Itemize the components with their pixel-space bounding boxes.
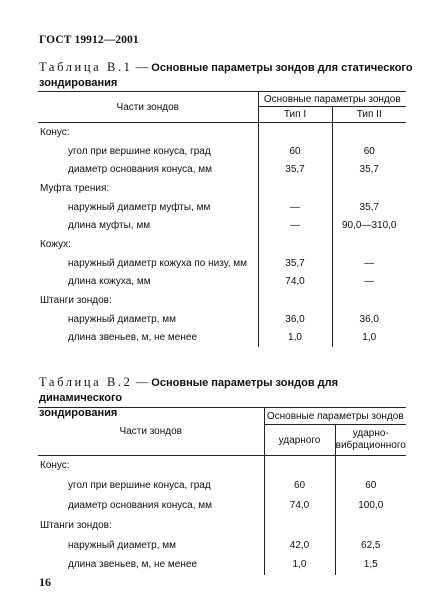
cell-vibro xyxy=(335,456,406,476)
row-label: угол при вершине конуса, град xyxy=(68,480,211,492)
row-label: Конус: xyxy=(40,460,70,472)
row-label: диаметр основания конуса, мм xyxy=(68,499,213,511)
row-label: длина звеньев, м, не менее xyxy=(68,559,198,571)
table2-title: Основные параметры зондов для динамического xyxy=(39,377,339,404)
row-label: наружный диаметр, мм xyxy=(68,313,176,325)
cell-type1 xyxy=(258,179,332,198)
cell-type2 xyxy=(332,235,406,254)
table1-dash: — xyxy=(132,60,152,74)
table-row xyxy=(38,555,406,575)
table2-label: Таблица В.2 xyxy=(39,375,133,389)
table1-col-type1: Тип I xyxy=(258,107,332,123)
table1-col-group: Основные параметры зондов xyxy=(258,92,406,107)
table-row xyxy=(38,496,406,516)
cell-impact: 1,0 xyxy=(264,555,335,575)
table-row xyxy=(38,254,406,273)
cell-type2: 35,7 xyxy=(332,198,406,217)
cell-type2 xyxy=(332,179,406,198)
table2-col-vibro-line2: вибрационного xyxy=(335,440,406,451)
cell-type2 xyxy=(332,291,406,310)
cell-type2: 35,7 xyxy=(332,160,406,179)
page-number: 16 xyxy=(39,575,51,589)
row-label: Штанги зондов: xyxy=(40,519,112,531)
table-row xyxy=(38,515,406,535)
row-label: длина кожуха, мм xyxy=(68,276,151,288)
table-row xyxy=(38,198,406,217)
row-label: Конус: xyxy=(40,126,70,138)
table-row xyxy=(38,456,406,476)
cell-impact xyxy=(264,515,335,535)
table2-col-impact: ударного xyxy=(264,425,335,456)
table1-title: Основные параметры зондов для статического xyxy=(151,62,413,74)
cell-type1 xyxy=(258,291,332,310)
table1-title-cont: зондирования xyxy=(39,77,118,89)
table2 xyxy=(38,407,406,575)
row-label: угол при вершине конуса, град xyxy=(68,145,211,157)
row-label: наружный диаметр, мм xyxy=(68,539,176,551)
cell-type2: 1,0 xyxy=(332,329,406,348)
cell-type1: 60 xyxy=(258,142,332,161)
cell-type1 xyxy=(258,235,332,254)
table-row xyxy=(38,291,406,310)
document-header: ГОСТ 19912—2001 xyxy=(39,34,139,46)
table-row xyxy=(38,142,406,161)
table2-dash: — xyxy=(132,375,152,389)
row-label: диаметр основания конуса, мм xyxy=(68,164,213,176)
cell-vibro: 60 xyxy=(335,476,406,496)
table2-col-parts: Части зондов xyxy=(38,408,264,456)
row-label: наружный диаметр муфты, мм xyxy=(68,201,211,213)
table2-col-vibro-line1: ударно- xyxy=(352,428,389,439)
cell-vibro: 1,5 xyxy=(335,555,406,575)
table-row xyxy=(38,235,406,254)
cell-vibro: 100,0 xyxy=(335,496,406,516)
table2-col-group: Основные параметры зондов xyxy=(264,408,406,425)
table1-col-parts: Части зондов xyxy=(38,92,258,123)
cell-type2: — xyxy=(332,254,406,273)
row-label: наружный диаметр кожуха по низу, мм xyxy=(68,257,248,269)
table-row xyxy=(38,329,406,348)
table1-col-type2: Тип II xyxy=(332,107,406,123)
row-label: Кожух: xyxy=(40,238,71,250)
table1-label: Таблица В.1 xyxy=(39,60,133,74)
cell-type1: 74,0 xyxy=(258,273,332,292)
cell-type1: 35,7 xyxy=(258,160,332,179)
cell-impact: 74,0 xyxy=(264,496,335,516)
cell-type1: — xyxy=(258,198,332,217)
cell-type2 xyxy=(332,123,406,142)
table-row xyxy=(38,310,406,329)
cell-type1: 36,0 xyxy=(258,310,332,329)
cell-type2: 90,0—310,0 xyxy=(332,216,406,235)
table-row xyxy=(38,476,406,496)
table-row xyxy=(38,273,406,292)
cell-type1: 35,7 xyxy=(258,254,332,273)
cell-type1: 1,0 xyxy=(258,329,332,348)
cell-vibro xyxy=(335,515,406,535)
cell-impact: 42,0 xyxy=(264,535,335,555)
table1-caption xyxy=(39,60,419,90)
cell-type2: 36,0 xyxy=(332,310,406,329)
cell-vibro: 62,5 xyxy=(335,535,406,555)
table-row xyxy=(38,216,406,235)
cell-type2: — xyxy=(332,273,406,292)
table-row xyxy=(38,179,406,198)
cell-type1: — xyxy=(258,216,332,235)
table2-title-cont: зондирования xyxy=(39,407,118,419)
cell-type1 xyxy=(258,123,332,142)
cell-impact xyxy=(264,456,335,476)
row-label: Штанги зондов: xyxy=(40,295,112,307)
table-row xyxy=(38,123,406,142)
row-label: Муфта трения: xyxy=(40,182,110,194)
table1 xyxy=(38,91,406,347)
cell-type2: 60 xyxy=(332,142,406,161)
row-label: длина звеньев, м, не менее xyxy=(68,332,198,344)
table-row xyxy=(38,160,406,179)
table-row xyxy=(38,535,406,555)
row-label: длина муфты, мм xyxy=(68,220,151,232)
table2-col-vibro xyxy=(335,425,406,456)
cell-impact: 60 xyxy=(264,476,335,496)
